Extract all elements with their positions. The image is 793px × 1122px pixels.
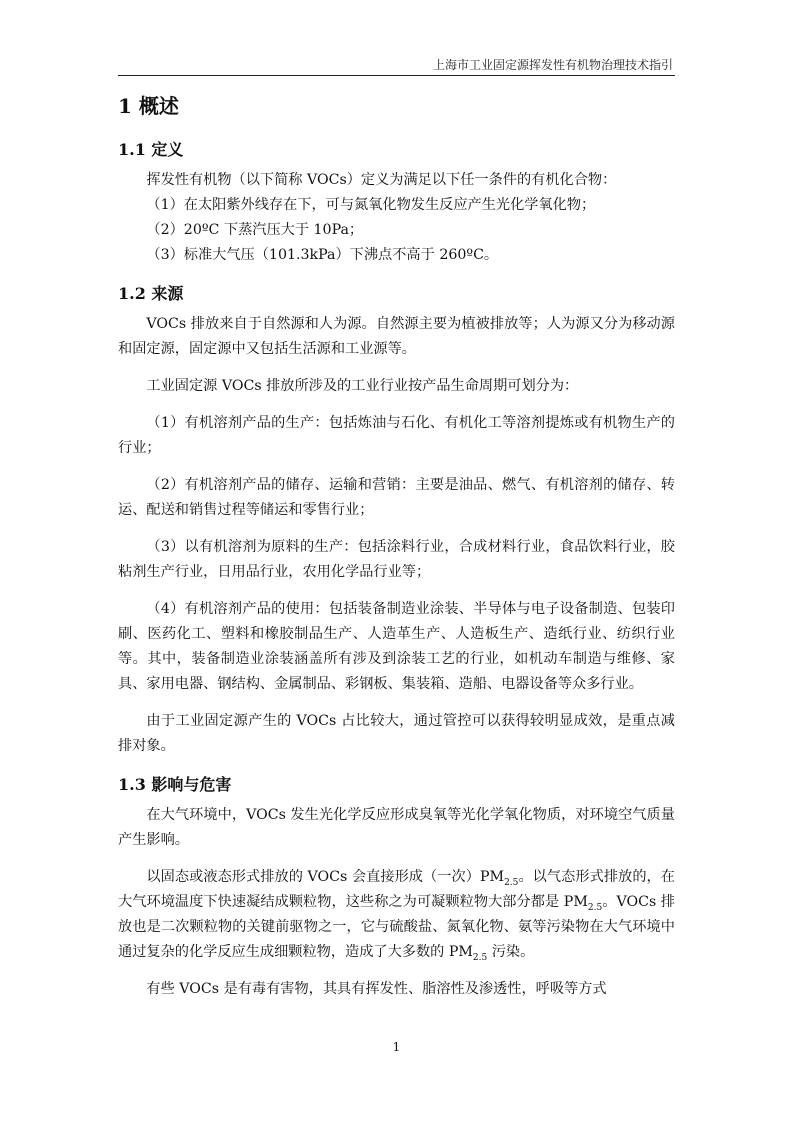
source-item-3: （3）以有机溶剂为原料的生产：包括涂料行业，合成材料行业，食品饮料行业，胶粘剂生产行业，日用品行业，农用化学品行业等； xyxy=(118,539,675,580)
document-body xyxy=(118,92,675,1002)
pm-subscript: 2.5 xyxy=(587,902,603,913)
impact-paragraph-1: 在大气环境中，VOCs 发生光化学反应形成臭氧等光化学氧化物质，对环境空气质量产生影响。 xyxy=(118,807,675,848)
impact-text-b: 。以气态形式排放的，在大气环境温度下快速凝结成颗粒物，这些称之为可凝颗粒物大部分都是 PM xyxy=(118,869,675,910)
source-item-1: （1）有机溶剂产品的生产：包括炼油与石化、有机化工等溶剂提炼或有机物生产的行业； xyxy=(118,415,675,456)
source-paragraph-1: VOCs 排放来自于自然源和人为源。自然源主要为植被排放等；人为源又分为移动源和固定源，固定源中又包括生活源和工业源等。 xyxy=(118,316,675,357)
impact-paragraph-2 xyxy=(118,865,675,965)
section-1-1-heading: 1.1 定义 xyxy=(118,140,184,159)
running-header: 上海市工业固定源挥发性有机物治理技术指引 xyxy=(432,58,673,72)
impact-text-c: 。VOCs 排放也是二次颗粒物的关键前驱物之一，它与硫酸盐、氮氧化物、氨等污染物在大气环境中通过复杂的化学反应生成细颗粒物，造成了大多数的 PM xyxy=(118,894,675,960)
source-item-4: （4）有机溶剂产品的使用：包括装备制造业涂装、半导体与电子设备制造、包装印刷、医药化工、塑料和橡胶制品生产、人造革生产、人造板生产、造纸行业、纺织行业等。其中，装备制造业涂装涵盖所有涉及到涂装工艺的行业，如机动车制造与维修、家具、家用电器、钢结构、金属制品、彩钢板、集装箱、造船、电器设备等众多行业。 xyxy=(118,601,675,692)
section-1-3-heading: 1.3 影响与危害 xyxy=(118,775,232,794)
section-1-2-heading: 1.2 来源 xyxy=(118,284,184,303)
pm-subscript: 2.5 xyxy=(472,952,488,963)
header-rule xyxy=(118,75,675,76)
definition-item-3: （3）标准大气压（101.3kPa）下沸点不高于 260ºC。 xyxy=(146,247,499,263)
section-1-heading: 1 概述 xyxy=(118,94,179,118)
page-number: 1 xyxy=(392,1040,401,1054)
source-item-2: （2）有机溶剂产品的储存、运输和营销：主要是油品、燃气、有机溶剂的储存、转运、配送和销售过程等储运和零售行业； xyxy=(118,477,675,518)
source-paragraph-3: 由于工业固定源产生的 VOCs 占比较大，通过管控可以获得较明显成效，是重点减排对象。 xyxy=(118,713,675,754)
pm-subscript: 2.5 xyxy=(504,877,519,888)
definition-item-2: （2）20ºC 下蒸汽压大于 10Pa； xyxy=(146,222,364,238)
definition-item-1: （1）在太阳紫外线存在下，可与氮氧化物发生反应产生光化学氧化物； xyxy=(146,197,596,213)
impact-text-d: 污染。 xyxy=(487,944,535,960)
source-paragraph-2: 工业固定源 VOCs 排放所涉及的工业行业按产品生命周期可划分为： xyxy=(146,378,579,394)
definition-intro: 挥发性有机物（以下简称 VOCs）定义为满足以下任一条件的有机化合物： xyxy=(146,172,617,188)
impact-text-a: 以固态或液态形式排放的 VOCs 会直接形成（一次）PM xyxy=(146,869,505,885)
impact-paragraph-3: 有些 VOCs 是有毒有害物，其具有挥发性、脂溶性及渗透性，呼吸等方式 xyxy=(146,981,607,997)
